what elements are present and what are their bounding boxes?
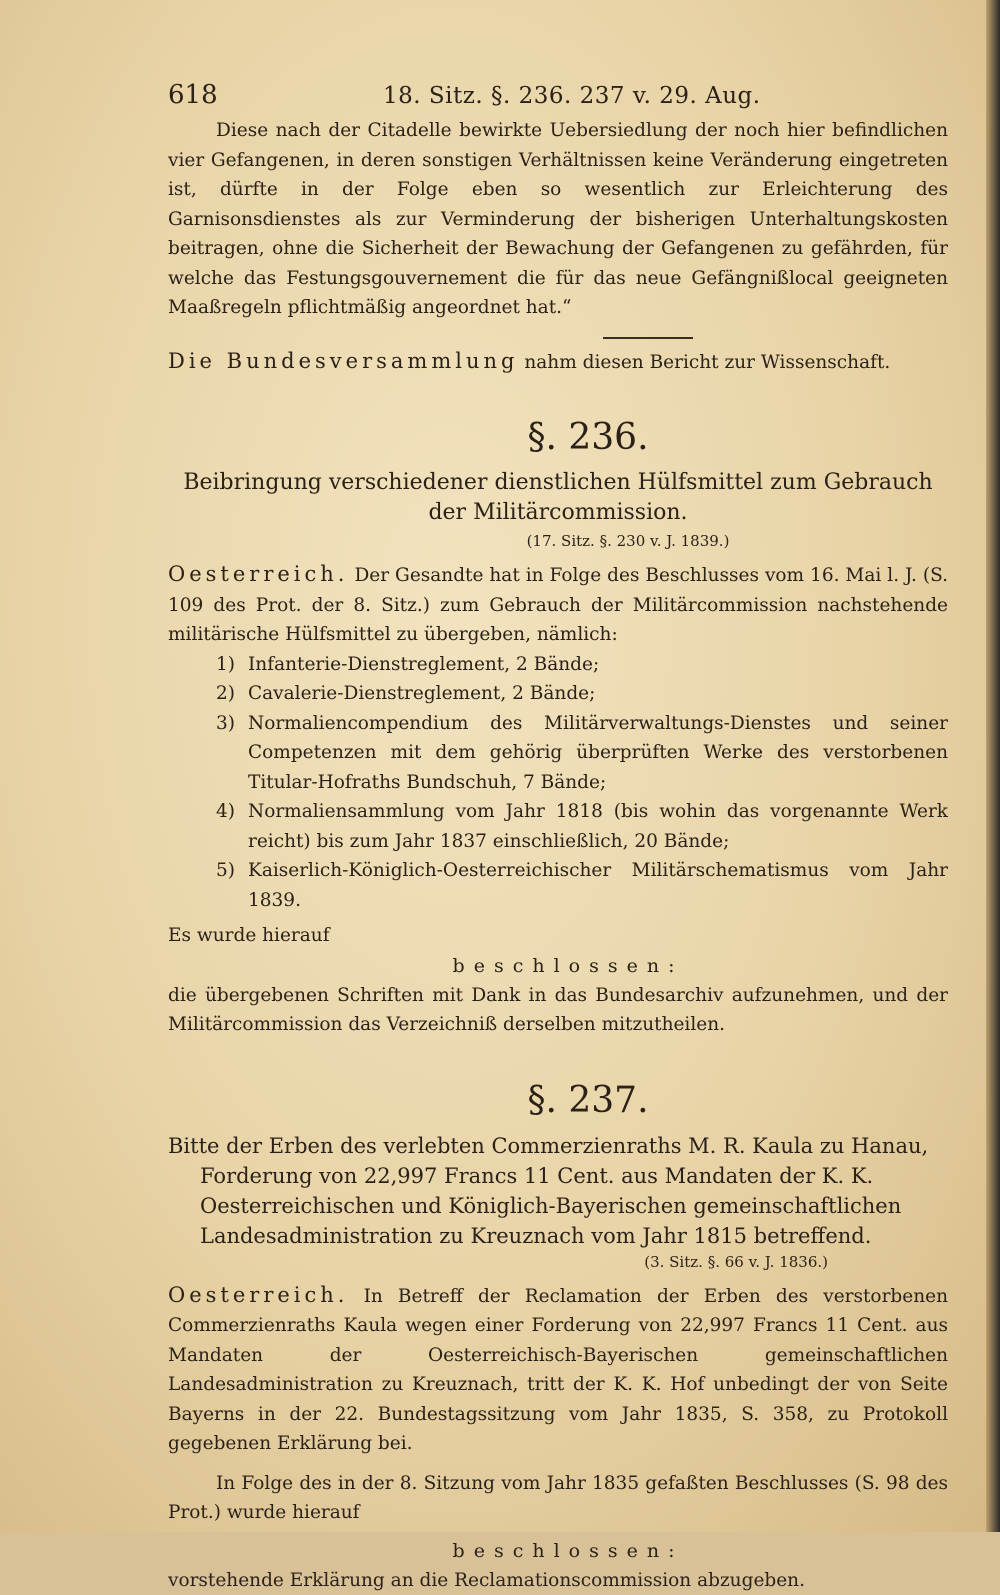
item-text: Normaliensammlung vom Jahr 1818 (bis wohin das vorgenannte Werk reicht) bis zum Jahr 1837 einschließlich, 20 Bände; xyxy=(248,797,948,856)
running-title: 18. Sitz. §. 236. 237 v. 29. Aug. xyxy=(383,83,761,109)
speaker-name: Oesterreich. xyxy=(168,562,348,586)
item-number: 2) xyxy=(216,679,248,709)
page-header xyxy=(168,80,948,110)
section-237-title: §. 237. xyxy=(198,1080,978,1121)
closing-spaced-text: Die Bundesversammlung xyxy=(168,349,518,373)
list-item xyxy=(216,650,948,680)
intro-closing xyxy=(168,347,948,378)
list-item xyxy=(216,797,948,856)
item-text: Kaiserlich-Königlich-Oesterreichischer Militärschematismus vom Jahr 1839. xyxy=(248,856,948,915)
section-236-title: §. 236. xyxy=(198,417,978,458)
item-list xyxy=(216,650,948,916)
statement-text: Der Gesandte hat in Folge des Beschlusses vom 16. Mai l. J. (S. 109 des Prot. der 8. Sitz.) zum Gebrauch der Militärcommission nachstehende militärische Hülfsmittel zu übergeben, nämlich: xyxy=(168,565,948,645)
item-number: 3) xyxy=(216,709,248,798)
page-number: 618 xyxy=(168,80,383,110)
section-237-reference: (3. Sitz. §. 66 v. J. 1836.) xyxy=(168,1253,828,1271)
page-edge xyxy=(986,0,1000,1532)
section-237-statement xyxy=(168,1281,948,1459)
item-text: Cavalerie-Dienstreglement, 2 Bände; xyxy=(248,679,948,709)
section-236-decided: beschlossen: xyxy=(178,955,958,977)
section-237-heading: Bitte der Erben des verlebten Commerzienraths M. R. Kaula zu Hanau, Forderung von 22,997 Francs 11 Cent. aus Mandaten der K. K. Oesterreichischen und Königlich-Bayerischen gemeinschaftlichen Landesadministration zu Kreuznach vom Jahr 1815 betreffend. xyxy=(168,1131,948,1251)
section-237-followup: In Folge des in der 8. Sitzung vom Jahr 1835 gefaßten Beschlusses (S. 98 des Prot.) wurde hierauf xyxy=(168,1469,948,1528)
speaker-name: Oesterreich. xyxy=(168,1283,348,1307)
section-237-resolution: vorstehende Erklärung an die Reclamationscommission abzugeben. xyxy=(168,1566,948,1595)
intro-paragraph: Diese nach der Citadelle bewirkte Uebersiedlung der noch hier befindlichen vier Gefangenen, in deren sonstigen Verhältnissen keine Veränderung eingetreten ist, dürfte in der Folge eben so wesentlich zur Erleichterung des Garnisonsdienstes als zur Verminderung der bisherigen Unterhaltungskosten beitragen, ohne die Sicherheit der Bewachung der Gefangenen zu gefährden, für welche das Festungsgouvernement die für das neue Gefängnißlocal geeigneten Maaßregeln pflichtmäßig angeordnet hat.“ xyxy=(168,116,948,323)
closing-rest-text: nahm diesen Bericht zur Wissenschaft. xyxy=(524,352,890,373)
section-237-decided: beschlossen: xyxy=(178,1540,958,1562)
list-item xyxy=(216,856,948,915)
section-236-reference: (17. Sitz. §. 230 v. J. 1839.) xyxy=(238,532,1000,550)
statement-text: In Betreff der Reclamation der Erben des verstorbenen Commerzienraths Kaula wegen einer Forderung von 22,997 Francs 11 Cent. aus Mandaten der Oesterreichisch-Bayerischen gemeinschaftlichen Landesadministration zu Kreuznach, tritt der K. K. Hof unbedingt der von Seite Bayerns in der 22. Bundestagssitzung vom Jahr 1835, S. 358, zu Protokoll gegebenen Erklärung bei. xyxy=(168,1286,948,1455)
item-number: 5) xyxy=(216,856,248,915)
item-number: 4) xyxy=(216,797,248,856)
section-236-heading: Beibringung verschiedener dienstlichen Hülfsmittel zum Gebrauch der Militärcommission. xyxy=(168,468,948,528)
item-text: Infanterie-Dienstreglement, 2 Bände; xyxy=(248,650,948,680)
item-number: 1) xyxy=(216,650,248,680)
section-236-statement xyxy=(168,560,948,650)
list-item xyxy=(216,679,948,709)
page-content xyxy=(168,80,948,1595)
separator-rule xyxy=(603,337,693,339)
section-236-resolution: die übergebenen Schriften mit Dank in das Bundesarchiv aufzunehmen, und der Militärcommission das Verzeichniß derselben mitzutheilen. xyxy=(168,981,948,1040)
list-item xyxy=(216,709,948,798)
item-text: Normaliencompendium des Militärverwaltungs-Dienstes und seiner Competenzen mit dem gehörig überprüften Werke des verstorbenen Titular-Hofraths Bundschuh, 7 Bände; xyxy=(248,709,948,798)
section-236-lead-in: Es wurde hierauf xyxy=(168,921,948,951)
